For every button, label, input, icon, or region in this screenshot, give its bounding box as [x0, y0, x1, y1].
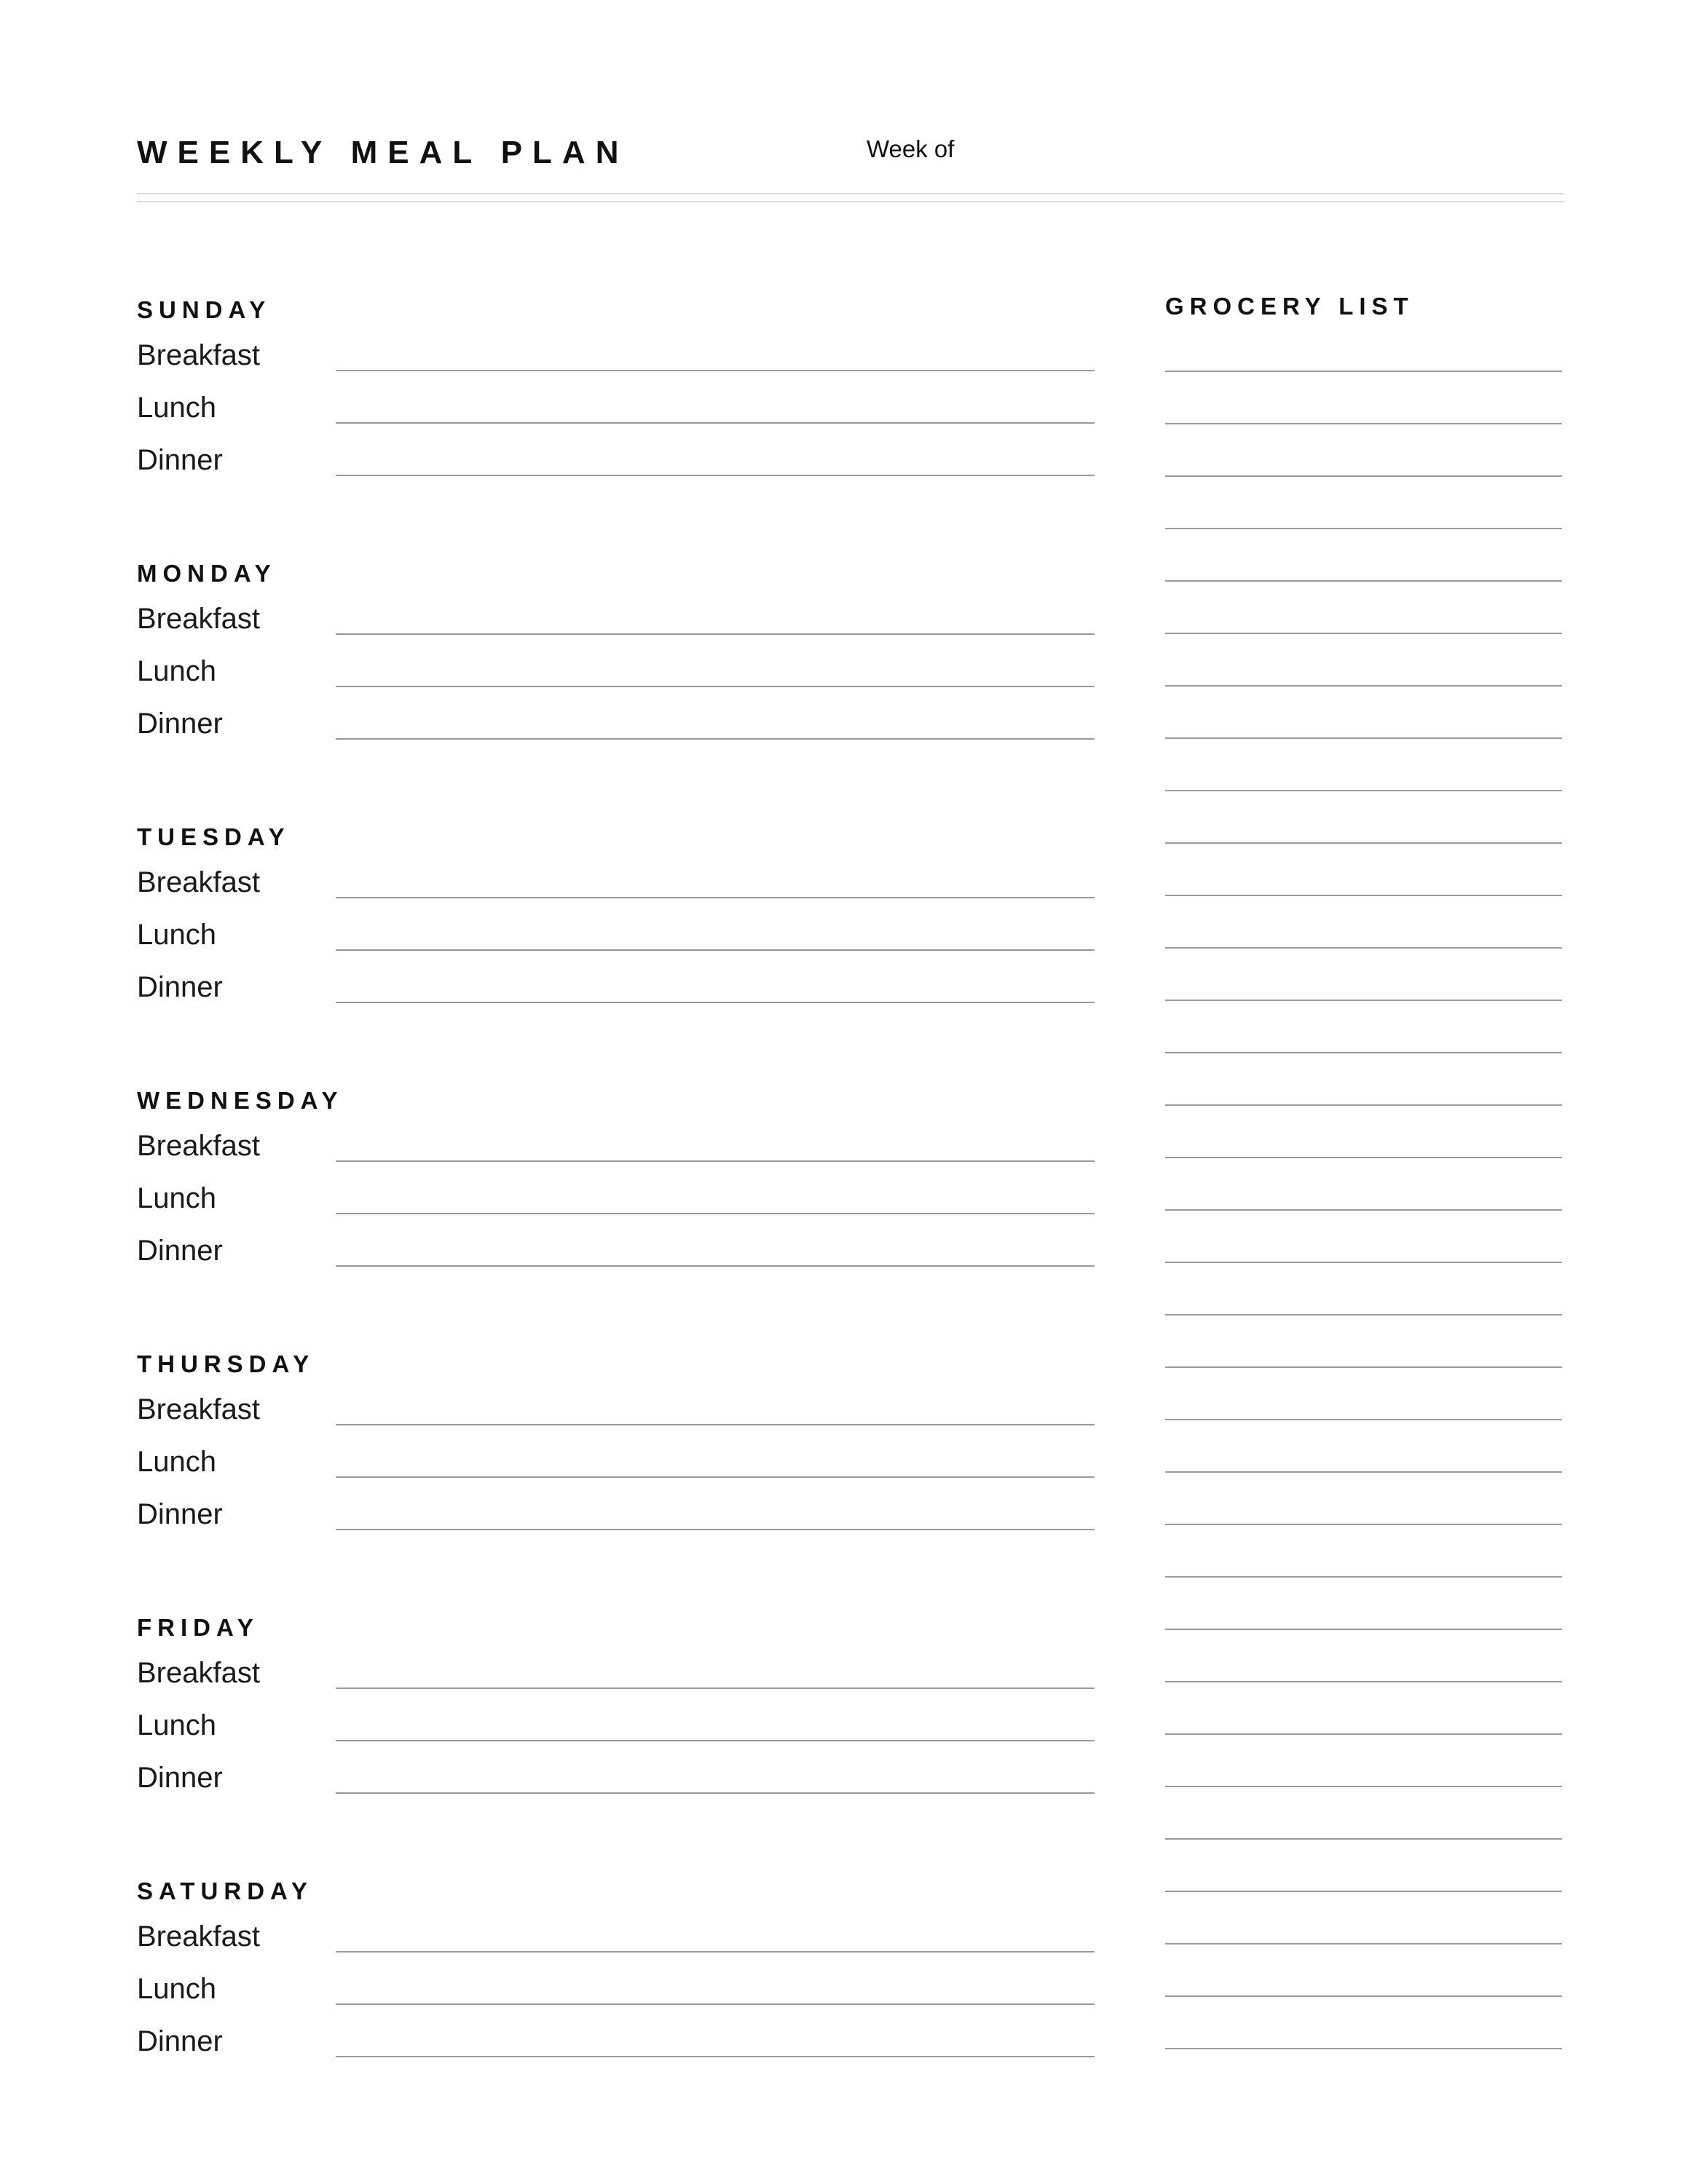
- meal-label: Lunch: [137, 1446, 216, 1478]
- day-heading: FRIDAY: [137, 1614, 259, 1641]
- meal-label: Lunch: [137, 392, 216, 424]
- meal-entry-line[interactable]: [336, 2056, 1095, 2057]
- grocery-entry-line[interactable]: [1165, 1059, 1562, 1112]
- grocery-entry-line[interactable]: [1165, 1793, 1562, 1845]
- grocery-entry-line[interactable]: [1165, 2003, 1562, 2055]
- grocery-entry-line[interactable]: [1165, 1112, 1562, 1164]
- meal-row-dinner: [137, 434, 1095, 486]
- grocery-entry-line[interactable]: [1165, 587, 1562, 640]
- day-section-friday: [137, 1609, 1095, 1872]
- meal-entry-line[interactable]: [336, 1951, 1095, 1952]
- grocery-list-section: [1165, 288, 1562, 2055]
- grocery-entry-line[interactable]: [1165, 1216, 1562, 1269]
- meal-entry-line[interactable]: [336, 897, 1095, 898]
- meal-label: Lunch: [137, 1973, 216, 2005]
- day-section-monday: [137, 555, 1095, 818]
- meal-entry-line[interactable]: [336, 1213, 1095, 1214]
- day-heading: THURSDAY: [137, 1350, 315, 1377]
- grocery-entry-line[interactable]: [1165, 1164, 1562, 1216]
- meal-row-breakfast: [137, 329, 1095, 381]
- meal-row-breakfast: [137, 1383, 1095, 1436]
- meal-row-dinner: [137, 1224, 1095, 1277]
- meal-row-dinner: [137, 1488, 1095, 1540]
- grocery-entry-line[interactable]: [1165, 850, 1562, 902]
- meal-row-dinner: [137, 961, 1095, 1013]
- day-section-thursday: [137, 1345, 1095, 1609]
- meal-label: Breakfast: [137, 1393, 260, 1425]
- meal-entry-line[interactable]: [336, 633, 1095, 635]
- meal-entry-line[interactable]: [336, 738, 1095, 740]
- day-heading: SUNDAY: [137, 296, 272, 323]
- meal-entry-line[interactable]: [336, 475, 1095, 476]
- meal-label: Dinner: [137, 708, 223, 740]
- grocery-entry-line[interactable]: [1165, 745, 1562, 797]
- day-section-wednesday: [137, 1082, 1095, 1345]
- meal-label: Dinner: [137, 444, 223, 476]
- meal-entry-line[interactable]: [336, 1265, 1095, 1267]
- meal-row-dinner: [137, 697, 1095, 750]
- day-heading: MONDAY: [137, 560, 277, 587]
- meal-entry-line[interactable]: [336, 1740, 1095, 1741]
- meal-entry-line[interactable]: [336, 422, 1095, 424]
- grocery-entry-line[interactable]: [1165, 1007, 1562, 1059]
- grocery-entry-line[interactable]: [1165, 902, 1562, 954]
- meal-row-dinner: [137, 1752, 1095, 1804]
- meal-label: Breakfast: [137, 603, 260, 635]
- grocery-entry-line[interactable]: [1165, 640, 1562, 692]
- meal-label: Dinner: [137, 1762, 223, 1794]
- grocery-entry-line[interactable]: [1165, 535, 1562, 587]
- meal-entry-line[interactable]: [336, 1529, 1095, 1530]
- grocery-entry-line[interactable]: [1165, 1583, 1562, 1636]
- meal-entry-line[interactable]: [336, 949, 1095, 951]
- grocery-list-title: GROCERY LIST: [1165, 293, 1414, 320]
- grocery-entry-line[interactable]: [1165, 1531, 1562, 1583]
- meal-label: Dinner: [137, 2025, 223, 2057]
- grocery-entry-line[interactable]: [1165, 483, 1562, 535]
- meal-label: Lunch: [137, 1182, 216, 1214]
- grocery-entry-line[interactable]: [1165, 1479, 1562, 1531]
- grocery-list-lines: [1165, 325, 1562, 2055]
- meal-label: Breakfast: [137, 1920, 260, 1952]
- meal-label: Lunch: [137, 919, 216, 951]
- meal-row-breakfast: [137, 1120, 1095, 1172]
- meal-entry-line[interactable]: [336, 1424, 1095, 1425]
- meal-row-lunch: [137, 381, 1095, 434]
- meal-row-breakfast: [137, 593, 1095, 645]
- meal-entry-line[interactable]: [336, 1160, 1095, 1162]
- meal-row-lunch: [137, 645, 1095, 697]
- meal-label: Breakfast: [137, 1130, 260, 1162]
- day-heading: SATURDAY: [137, 1878, 313, 1904]
- day-section-tuesday: [137, 818, 1095, 1082]
- grocery-entry-line[interactable]: [1165, 1374, 1562, 1426]
- meal-label: Dinner: [137, 1235, 223, 1267]
- meal-entry-line[interactable]: [336, 1792, 1095, 1794]
- grocery-entry-line[interactable]: [1165, 430, 1562, 483]
- grocery-entry-line[interactable]: [1165, 1898, 1562, 1950]
- grocery-entry-line[interactable]: [1165, 1269, 1562, 1321]
- meal-entry-line[interactable]: [336, 370, 1095, 371]
- meal-row-dinner: [137, 2015, 1095, 2068]
- grocery-entry-line[interactable]: [1165, 1845, 1562, 1898]
- page-title: WEEKLY MEAL PLAN: [137, 135, 629, 170]
- meal-label: Dinner: [137, 1498, 223, 1530]
- meal-label: Lunch: [137, 655, 216, 687]
- day-section-sunday: [137, 291, 1095, 555]
- grocery-entry-line[interactable]: [1165, 1950, 1562, 2003]
- day-heading: WEDNESDAY: [137, 1087, 344, 1114]
- meal-entry-line[interactable]: [336, 2003, 1095, 2005]
- meal-row-breakfast: [137, 1910, 1095, 1963]
- meal-row-breakfast: [137, 1647, 1095, 1699]
- meal-row-lunch: [137, 1699, 1095, 1752]
- grocery-entry-line[interactable]: [1165, 325, 1562, 378]
- meal-entry-line[interactable]: [336, 686, 1095, 687]
- meal-row-lunch: [137, 909, 1095, 961]
- meal-label: Breakfast: [137, 1657, 260, 1689]
- meal-entry-line[interactable]: [336, 1476, 1095, 1478]
- header-divider-bottom: [137, 201, 1564, 202]
- grocery-entry-line[interactable]: [1165, 692, 1562, 745]
- meal-label: Dinner: [137, 971, 223, 1003]
- grocery-entry-line[interactable]: [1165, 1636, 1562, 1688]
- week-of-label: Week of: [867, 135, 955, 162]
- header-divider-top: [137, 193, 1564, 194]
- grocery-entry-line[interactable]: [1165, 954, 1562, 1007]
- meal-row-lunch: [137, 1172, 1095, 1224]
- day-section-saturday: [137, 1872, 1095, 2136]
- meal-row-lunch: [137, 1436, 1095, 1488]
- meal-entry-line[interactable]: [336, 1002, 1095, 1003]
- meal-row-breakfast: [137, 856, 1095, 909]
- meal-entry-line[interactable]: [336, 1688, 1095, 1689]
- days-column: [137, 291, 1095, 2136]
- meal-label: Breakfast: [137, 339, 260, 371]
- meal-label: Breakfast: [137, 866, 260, 898]
- grocery-entry-line[interactable]: [1165, 1741, 1562, 1793]
- grocery-entry-line[interactable]: [1165, 1426, 1562, 1479]
- day-heading: TUESDAY: [137, 823, 291, 850]
- grocery-entry-line[interactable]: [1165, 797, 1562, 850]
- meal-row-lunch: [137, 1963, 1095, 2015]
- grocery-entry-line[interactable]: [1165, 1321, 1562, 1374]
- grocery-entry-line[interactable]: [1165, 378, 1562, 430]
- meal-label: Lunch: [137, 1709, 216, 1741]
- grocery-entry-line[interactable]: [1165, 1688, 1562, 1741]
